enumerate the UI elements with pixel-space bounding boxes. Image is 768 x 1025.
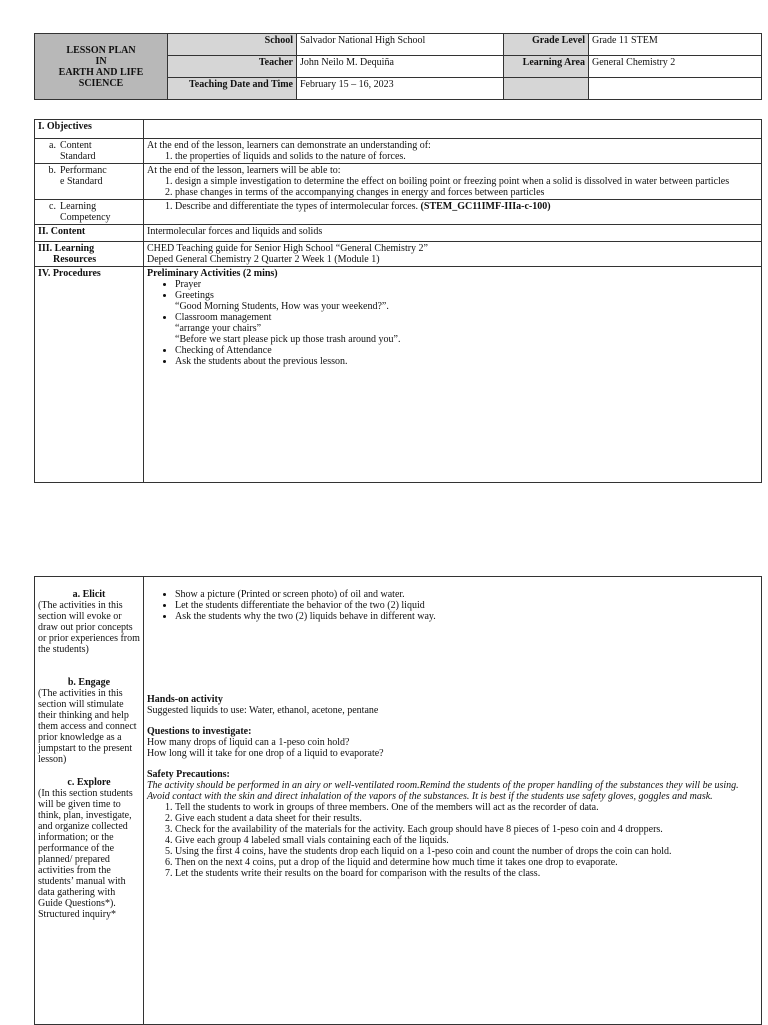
teaching-date-value: February 15 – 16, 2023	[297, 78, 504, 100]
question-line: How many drops of liquid can a 1-peso coin hold?	[147, 737, 350, 748]
teacher-label: Teacher	[168, 56, 297, 78]
school-label: School	[168, 34, 297, 56]
list-item: 2. phase changes in terms of the accompanying changes in energy and forces between particles	[175, 187, 758, 198]
title-line: EARTH AND LIFE	[58, 66, 144, 78]
list-item: 1. Tell the students to work in groups of three members. One of the members will act as the recorder of data.	[175, 802, 758, 813]
learning-area-label: Learning Area	[504, 56, 589, 78]
list-item: 1. the properties of liquids and solids to the nature of forces.	[175, 151, 758, 162]
learning-resources-heading: III. Learning Resources	[35, 242, 144, 267]
content-standard-text: At the end of the lesson, learners can demonstrate an understanding of: 1. the properties of liquids and solids to the nature of forces.	[144, 139, 762, 164]
explore-description: (In this section students will be given time to think, plan, investigate, and organize collected information; or the performance of the planned/ prepared activities from the students’ manual with data gathering with Guide Questions*). Structured inquiry*	[38, 788, 133, 920]
procedures-text	[144, 267, 762, 483]
objectives-table	[34, 119, 762, 483]
header-table	[34, 33, 762, 100]
list-item: 4. Give each group 4 labeled small vials containing each of the liquids.	[175, 835, 758, 846]
procedures-heading: IV. Procedures	[35, 267, 144, 483]
safety-line: Avoid contact with the skin and direct inhalation of the vapors of the substances. It is best if the students use safety gloves, goggles and mask.	[147, 791, 713, 802]
title-line: SCIENCE	[78, 77, 124, 89]
elicit-description: (The activities in this section will evoke or draw out prior concepts or prior experiences from the students)	[38, 600, 140, 655]
activity-column	[144, 577, 762, 1025]
content-heading: II. Content	[35, 225, 144, 242]
engage-description: (The activities in this section will stimulate their thinking and help them access and connect prior knowledge as a jumpstart to the present lesson)	[38, 688, 137, 765]
preliminary-title: Preliminary Activities (2 mins)	[147, 268, 278, 279]
performance-standard-label: b. Performanc e Standard	[35, 164, 144, 200]
content-value: Intermolecular forces and liquids and solids	[144, 225, 762, 242]
list-item: 1. design a simple investigation to determine the effect on boiling point or freezing point when a solid is dissolved in water between particles	[175, 176, 758, 187]
list-item: 1. Describe and differentiate the types of intermolecular forces. (STEM_GC11IMF-IIIa-c-100)	[175, 201, 758, 212]
list-item: • Checking of Attendance	[175, 345, 758, 356]
teaching-date-label: Teaching Date and Time	[168, 78, 297, 100]
safety-line: The activity should be performed in an airy or well-ventilated room.Remind the students of the proper handling of the substances they will be using.	[147, 780, 739, 791]
list-item: • Show a picture (Printed or screen photo) of oil and water.	[175, 589, 758, 600]
school-value: Salvador National High School	[297, 34, 504, 56]
elicit-title: a. Elicit	[72, 589, 106, 600]
list-item: • Ask the students about the previous lesson.	[175, 356, 758, 367]
empty-cell	[589, 78, 762, 100]
learning-resources-text: CHED Teaching guide for Senior High School “General Chemistry 2” Deped General Chemistry 2 Quarter 2 Week 1 (Module 1)	[144, 242, 762, 267]
list-item: 2. Give each student a data sheet for their results.	[175, 813, 758, 824]
title-line: IN	[95, 55, 107, 67]
competency-label: c. Learning Competency	[35, 200, 144, 225]
engage-title: b. Engage	[67, 677, 111, 688]
competency-text	[144, 200, 762, 225]
list-item: • Classroom management “arrange your chairs” “Before we start please pick up those trash around you”.	[175, 312, 758, 345]
safety-title: Safety Precautions:	[147, 769, 230, 780]
empty-cell	[504, 78, 589, 100]
phase-column	[35, 577, 144, 1025]
question-line: How long will it take for one drop of a liquid to evaporate?	[147, 748, 384, 759]
questions-title: Questions to investigate:	[147, 726, 252, 737]
performance-standard-text: At the end of the lesson, learners will be able to: 1. design a simple investigation to determine the effect on boiling point or freezing point when a solid is dissolved in water between particles 2. phase changes in terms of the accompanying changes in energy and forces between particles	[144, 164, 762, 200]
handson-title: Hands-on activity	[147, 694, 223, 705]
teacher-value: John Neilo M. Dequiña	[297, 56, 504, 78]
objectives-blank	[144, 120, 762, 139]
content-standard-label: a. Content Standard	[35, 139, 144, 164]
title-line: LESSON PLAN	[66, 44, 136, 56]
lesson-plan-title	[35, 34, 168, 100]
grade-label: Grade Level	[504, 34, 589, 56]
grade-value: Grade 11 STEM	[589, 34, 762, 56]
list-item: • Ask the students why the two (2) liquids behave in different way.	[175, 611, 758, 622]
explore-title: c. Explore	[67, 777, 111, 788]
learning-area-value: General Chemistry 2	[589, 56, 762, 78]
handson-text: Suggested liquids to use: Water, ethanol, acetone, pentane	[147, 705, 379, 716]
objectives-heading: I. Objectives	[35, 120, 144, 139]
list-item: • Prayer	[175, 279, 758, 290]
list-item: • Greetings “Good Morning Students, How was your weekend?”.	[175, 290, 758, 312]
list-item: 7. Let the students write their results on the board for comparison with the results of the class.	[175, 868, 758, 879]
list-item: • Let the students differentiate the behavior of the two (2) liquid	[175, 600, 758, 611]
list-item: 6. Then on the next 4 coins, put a drop of the liquid and determine how much time it takes one drop to evaporate.	[175, 857, 758, 868]
activities-table	[34, 576, 762, 1025]
list-item: 5. Using the first 4 coins, have the students drop each liquid on a 1-peso coin and count the number of drops the coin can hold.	[175, 846, 758, 857]
list-item: 3. Check for the availability of the materials for the activity. Each group should have 8 pieces of 1-peso coin and 4 droppers.	[175, 824, 758, 835]
